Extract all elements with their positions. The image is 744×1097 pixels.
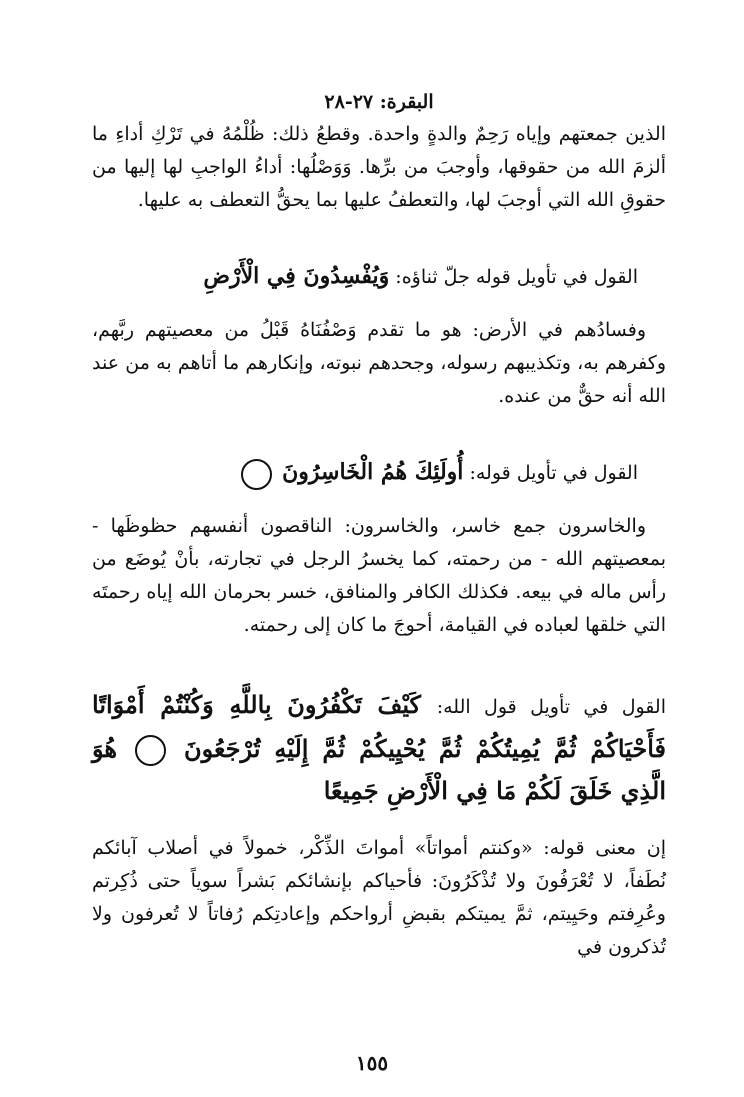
running-header: البقرة: ٢٧-٢٨: [324, 91, 434, 113]
quran-phrase: وَيُفْسِدُونَ فِي الْأَرْضِ: [203, 263, 390, 289]
heading-prefix: القول في تأويل قوله:: [469, 462, 638, 484]
heading-prefix: القول في تأويل قوله جلّ ثناؤه:: [395, 266, 638, 288]
page-number: ١٥٥: [355, 1051, 389, 1075]
section-heading-losers: [92, 455, 666, 490]
paragraph-meaning: إن معنى قوله: «وكنتم أمواتاً» أمواتَ الذِّكْر، خمولاً في أصلاب آبائكم نُطَفاً، لا تُعْرَفُونَ ولا تُذْكَرُونَ: فأحياكم بإنشائكم بَشراً سوياً حتى ذُكِرتم وعُرِفتم وحَيِيتم، ثمَّ يميتكم بقبضِ أرواحكم وإعادتِكم رُفاتاً لا تُعرفون ولا تُذكرون في: [92, 837, 666, 958]
paragraph-corruption: وفسادُهم في الأرض: هو ما تقدم وَصْفُنَاهُ قَبْلُ من معصيتهم ربَّهم، وكفرهم به، وتكذيبهم رسوله، وجحدهم نبوته، وإنكارهم ما أتاهم به من عند الله أنه حقٌّ من عنده.: [92, 319, 666, 407]
verse-number-marker: ٢٧: [241, 459, 272, 490]
book-page: [92, 88, 666, 1068]
verse-number-marker: ٢٨: [135, 735, 166, 766]
heading-prefix: القول في تأويل قول الله:: [436, 696, 666, 718]
quran-verse-text: كَيْفَ تَكْفُرُونَ بِاللَّهِ وَكُنْتُمْ أَمْوَاتًا فَأَحْيَاكُمْ ثُمَّ يُمِيتُكُمْ ثُمَّ يُحْيِيكُمْ ثُمَّ إِلَيْهِ تُرْجَعُونَ: [92, 690, 666, 763]
quran-verse-text-continued: هُوَ الَّذِي خَلَقَ لَكُمْ مَا فِي الْأَرْضِ جَمِيعًا: [92, 734, 666, 805]
paragraph-losers: والخاسرون جمع خاسر، والخاسرون: الناقصون أنفسهم حظوظَها - بمعصيتهم الله - من رحمته، كما يخسرُ الرجل في تجارته، بأنْ يُوضَع من رأس ماله في بيعه. فكذلك الكافر والمنافق، خسر بحرمان الله إياه رحمتَه التي خلقها لعباده في القيامة، أحوجَ ما كان إلى رحمته.: [92, 515, 666, 636]
quran-phrase: أُولَئِكَ هُمُ الْخَاسِرُونَ: [282, 459, 464, 485]
paragraph-kinship: الذين جمعتهم وإياه رَحِمٌ والدةٍ واحدة. وقطعُ ذلك: ظُلْمُهُ في تَرْكِ أداءِ ما ألزمَ الله من حقوقها، وأوجبَ من برِّها. وَوَصْلُها: أداءُ الواجبِ لها إليها من حقوقِ الله التي أوجبَ لها، والتعطفُ عليها بما يحقُّ التعطف به عليها.: [92, 123, 666, 211]
section-heading-verse-28: [92, 684, 666, 812]
section-heading-corruption: [92, 259, 666, 294]
